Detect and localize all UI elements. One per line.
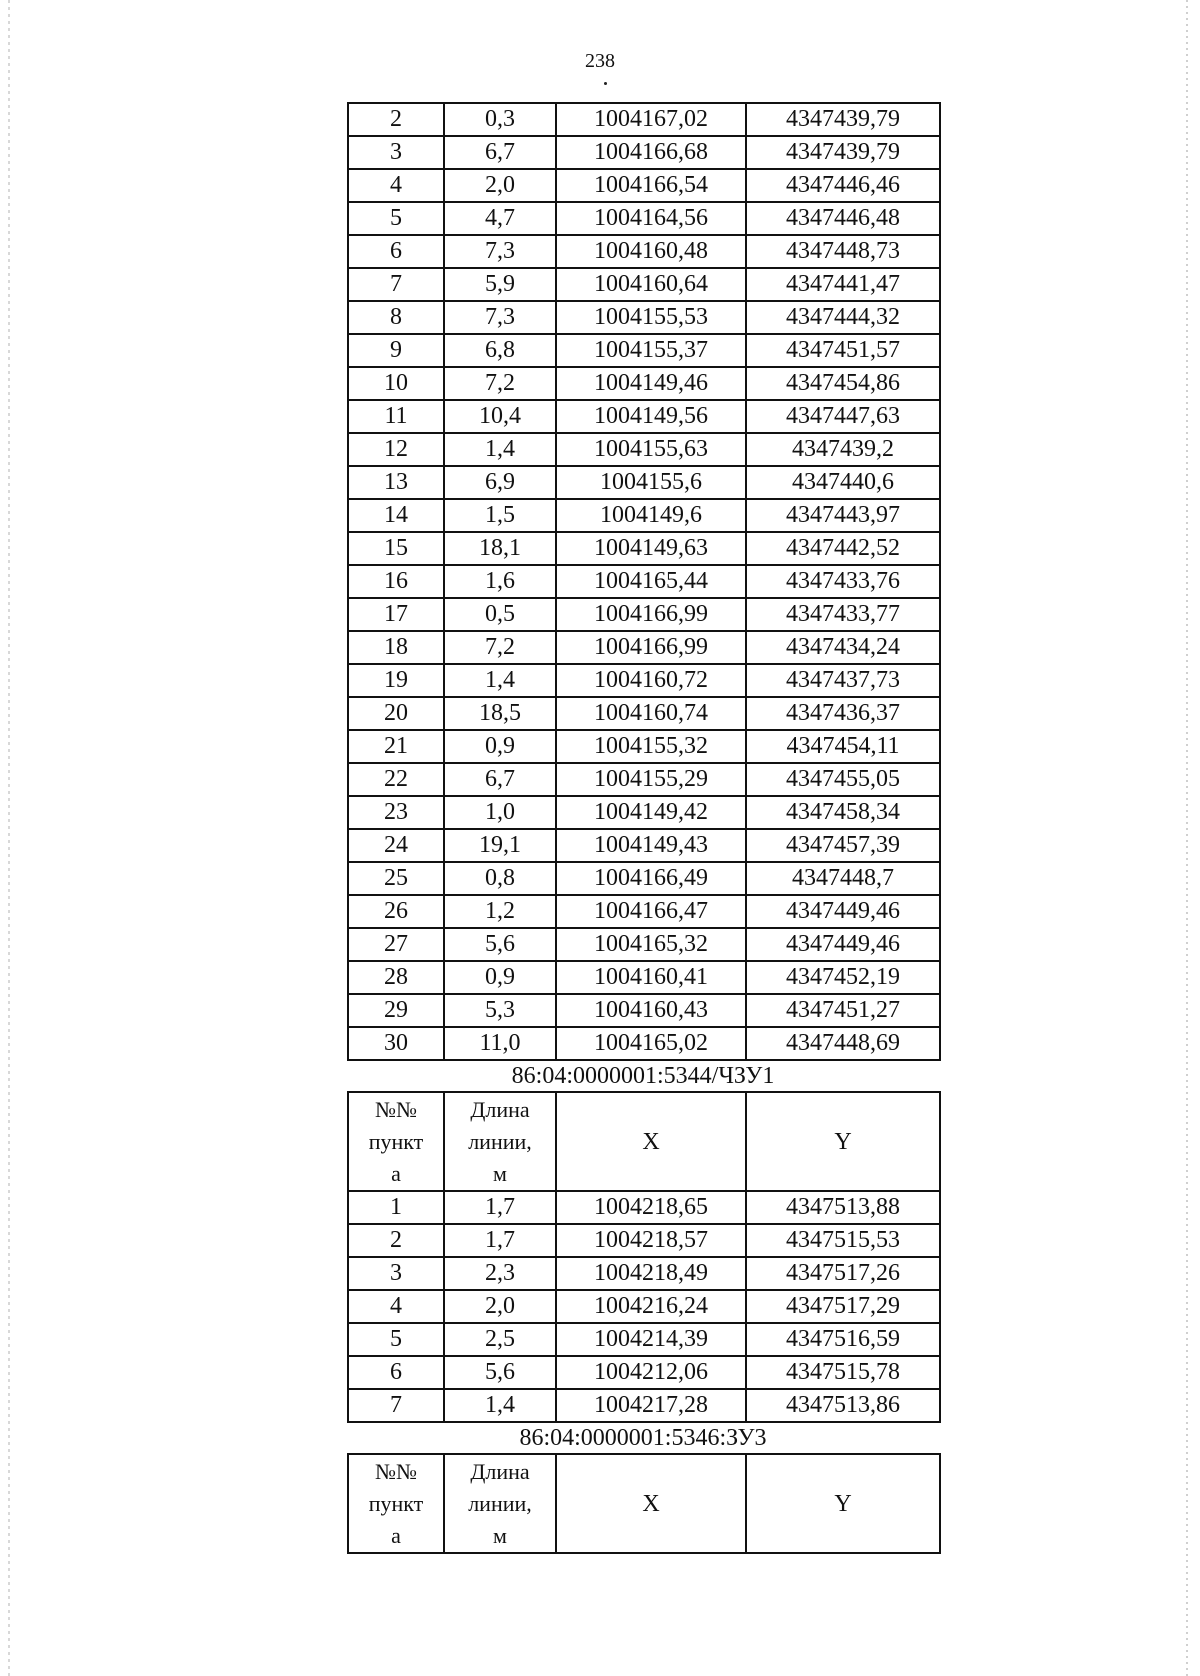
point-number-cell: 12 xyxy=(348,433,444,466)
point-number-cell: 19 xyxy=(348,664,444,697)
coordinates-table-1 xyxy=(347,102,941,1061)
y-coordinate-cell: 4347440,6 xyxy=(746,466,940,499)
x-coordinate-cell: 1004165,44 xyxy=(556,565,746,598)
x-coordinate-cell: 1004160,41 xyxy=(556,961,746,994)
point-number-cell: 9 xyxy=(348,334,444,367)
line-length-cell: 7,3 xyxy=(444,235,556,268)
x-coordinate-cell: 1004160,48 xyxy=(556,235,746,268)
x-coordinate-cell: 1004214,39 xyxy=(556,1323,746,1356)
x-coordinate-cell: 1004166,49 xyxy=(556,862,746,895)
section-title-zu3: 86:04:0000001:5346:ЗУ3 xyxy=(519,1425,767,1451)
line-length-cell: 6,8 xyxy=(444,334,556,367)
point-number-cell: 24 xyxy=(348,829,444,862)
table-row xyxy=(348,829,940,862)
x-coordinate-cell: 1004166,54 xyxy=(556,169,746,202)
table-row xyxy=(348,1224,940,1257)
point-number-cell: 6 xyxy=(348,235,444,268)
point-number-cell: 20 xyxy=(348,697,444,730)
table-row xyxy=(348,1389,940,1422)
point-number-cell: 17 xyxy=(348,598,444,631)
line-length-cell: 1,2 xyxy=(444,895,556,928)
point-number-cell: 18 xyxy=(348,631,444,664)
x-coordinate-cell: 1004218,49 xyxy=(556,1257,746,1290)
point-number-cell: 22 xyxy=(348,763,444,796)
y-coordinate-cell: 4347449,46 xyxy=(746,895,940,928)
point-number-cell: 25 xyxy=(348,862,444,895)
scan-edge-left xyxy=(8,0,10,1676)
x-coordinate-cell: 1004160,43 xyxy=(556,994,746,1027)
line-length-cell: 5,6 xyxy=(444,928,556,961)
line-length-cell: 6,9 xyxy=(444,466,556,499)
table-row xyxy=(348,1027,940,1060)
line-length-cell: 2,3 xyxy=(444,1257,556,1290)
table-row xyxy=(348,1191,940,1224)
line-length-cell: 0,8 xyxy=(444,862,556,895)
table-row xyxy=(348,895,940,928)
line-length-cell: 1,4 xyxy=(444,433,556,466)
table-row xyxy=(348,103,940,136)
table-row xyxy=(348,433,940,466)
table-row xyxy=(348,367,940,400)
x-coordinate-cell: 1004160,64 xyxy=(556,268,746,301)
table-row xyxy=(348,301,940,334)
line-length-cell: 1,6 xyxy=(444,565,556,598)
x-coordinate-cell: 1004149,42 xyxy=(556,796,746,829)
table-row xyxy=(348,532,940,565)
x-coordinate-cell: 1004218,65 xyxy=(556,1191,746,1224)
point-number-cell: 14 xyxy=(348,499,444,532)
table-row xyxy=(348,928,940,961)
point-number-cell: 28 xyxy=(348,961,444,994)
point-number-cell: 5 xyxy=(348,202,444,235)
y-coordinate-cell: 4347446,48 xyxy=(746,202,940,235)
table-row xyxy=(348,499,940,532)
x-coordinate-cell: 1004155,37 xyxy=(556,334,746,367)
line-length-cell: 1,5 xyxy=(444,499,556,532)
line-length-cell: 5,3 xyxy=(444,994,556,1027)
y-coordinate-cell: 4347517,29 xyxy=(746,1290,940,1323)
point-number-cell: 26 xyxy=(348,895,444,928)
section-title-chzu1: 86:04:0000001:5344/ЧЗУ1 xyxy=(511,1063,775,1089)
table-row xyxy=(348,796,940,829)
coordinates-table-chzu1 xyxy=(347,1091,941,1423)
x-coordinate-cell: 1004164,56 xyxy=(556,202,746,235)
coordinates-table-chzu1-body xyxy=(348,1191,940,1422)
header-line-length: Длина линии, м xyxy=(444,1454,556,1553)
x-coordinate-cell: 1004149,43 xyxy=(556,829,746,862)
header-y: Y xyxy=(746,1454,940,1553)
y-coordinate-cell: 4347439,79 xyxy=(746,136,940,169)
y-coordinate-cell: 4347515,78 xyxy=(746,1356,940,1389)
page-number: 238 xyxy=(585,50,615,72)
line-length-cell: 5,9 xyxy=(444,268,556,301)
point-number-cell: 6 xyxy=(348,1356,444,1389)
x-coordinate-cell: 1004149,46 xyxy=(556,367,746,400)
point-number-cell: 15 xyxy=(348,532,444,565)
y-coordinate-cell: 4347452,19 xyxy=(746,961,940,994)
y-coordinate-cell: 4347433,77 xyxy=(746,598,940,631)
line-length-cell: 0,9 xyxy=(444,961,556,994)
point-number-cell: 10 xyxy=(348,367,444,400)
y-coordinate-cell: 4347513,86 xyxy=(746,1389,940,1422)
table-row xyxy=(348,1323,940,1356)
table-row xyxy=(348,334,940,367)
line-length-cell: 18,1 xyxy=(444,532,556,565)
line-length-cell: 2,5 xyxy=(444,1323,556,1356)
y-coordinate-cell: 4347457,39 xyxy=(746,829,940,862)
table-row xyxy=(348,400,940,433)
x-coordinate-cell: 1004155,32 xyxy=(556,730,746,763)
line-length-cell: 5,6 xyxy=(444,1356,556,1389)
table-row xyxy=(348,961,940,994)
y-coordinate-cell: 4347454,11 xyxy=(746,730,940,763)
point-number-cell: 11 xyxy=(348,400,444,433)
y-coordinate-cell: 4347451,27 xyxy=(746,994,940,1027)
table-header-row xyxy=(348,1092,940,1191)
x-coordinate-cell: 1004149,63 xyxy=(556,532,746,565)
y-coordinate-cell: 4347439,79 xyxy=(746,103,940,136)
line-length-cell: 0,3 xyxy=(444,103,556,136)
x-coordinate-cell: 1004160,74 xyxy=(556,697,746,730)
x-coordinate-cell: 1004149,56 xyxy=(556,400,746,433)
table-row xyxy=(348,730,940,763)
table-row xyxy=(348,1257,940,1290)
x-coordinate-cell: 1004166,47 xyxy=(556,895,746,928)
point-number-cell: 7 xyxy=(348,1389,444,1422)
y-coordinate-cell: 4347436,37 xyxy=(746,697,940,730)
y-coordinate-cell: 4347515,53 xyxy=(746,1224,940,1257)
point-number-cell: 13 xyxy=(348,466,444,499)
x-coordinate-cell: 1004155,6 xyxy=(556,466,746,499)
y-coordinate-cell: 4347447,63 xyxy=(746,400,940,433)
x-coordinate-cell: 1004149,6 xyxy=(556,499,746,532)
header-point-number: №№ пункт а xyxy=(348,1092,444,1191)
line-length-cell: 11,0 xyxy=(444,1027,556,1060)
header-point-number: №№ пункт а xyxy=(348,1454,444,1553)
line-length-cell: 6,7 xyxy=(444,136,556,169)
y-coordinate-cell: 4347442,52 xyxy=(746,532,940,565)
y-coordinate-cell: 4347448,73 xyxy=(746,235,940,268)
table-row xyxy=(348,235,940,268)
y-coordinate-cell: 4347434,24 xyxy=(746,631,940,664)
table-row xyxy=(348,763,940,796)
line-length-cell: 1,4 xyxy=(444,664,556,697)
line-length-cell: 4,7 xyxy=(444,202,556,235)
x-coordinate-cell: 1004212,06 xyxy=(556,1356,746,1389)
point-number-cell: 1 xyxy=(348,1191,444,1224)
x-coordinate-cell: 1004166,68 xyxy=(556,136,746,169)
point-number-cell: 4 xyxy=(348,1290,444,1323)
line-length-cell: 7,2 xyxy=(444,367,556,400)
table-row xyxy=(348,1356,940,1389)
table-header-row xyxy=(348,1454,940,1553)
header-line-length: Длина линии, м xyxy=(444,1092,556,1191)
y-coordinate-cell: 4347451,57 xyxy=(746,334,940,367)
y-coordinate-cell: 4347516,59 xyxy=(746,1323,940,1356)
table-row xyxy=(348,136,940,169)
table-row xyxy=(348,994,940,1027)
table-row xyxy=(348,466,940,499)
header-x: X xyxy=(556,1092,746,1191)
y-coordinate-cell: 4347455,05 xyxy=(746,763,940,796)
table-row xyxy=(348,862,940,895)
y-coordinate-cell: 4347444,32 xyxy=(746,301,940,334)
y-coordinate-cell: 4347454,86 xyxy=(746,367,940,400)
x-coordinate-cell: 1004218,57 xyxy=(556,1224,746,1257)
point-number-cell: 29 xyxy=(348,994,444,1027)
table-row xyxy=(348,697,940,730)
line-length-cell: 1,7 xyxy=(444,1224,556,1257)
line-length-cell: 6,7 xyxy=(444,763,556,796)
x-coordinate-cell: 1004166,99 xyxy=(556,631,746,664)
x-coordinate-cell: 1004165,02 xyxy=(556,1027,746,1060)
x-coordinate-cell: 1004155,63 xyxy=(556,433,746,466)
y-coordinate-cell: 4347443,97 xyxy=(746,499,940,532)
line-length-cell: 2,0 xyxy=(444,1290,556,1323)
point-number-cell: 8 xyxy=(348,301,444,334)
table-row xyxy=(348,169,940,202)
point-number-cell: 7 xyxy=(348,268,444,301)
x-coordinate-cell: 1004166,99 xyxy=(556,598,746,631)
table-row xyxy=(348,565,940,598)
y-coordinate-cell: 4347446,46 xyxy=(746,169,940,202)
point-number-cell: 2 xyxy=(348,1224,444,1257)
y-coordinate-cell: 4347437,73 xyxy=(746,664,940,697)
scan-speck xyxy=(604,82,607,85)
point-number-cell: 21 xyxy=(348,730,444,763)
coordinates-table-zu3 xyxy=(347,1453,941,1554)
line-length-cell: 1,0 xyxy=(444,796,556,829)
y-coordinate-cell: 4347513,88 xyxy=(746,1191,940,1224)
header-y: Y xyxy=(746,1092,940,1191)
line-length-cell: 1,7 xyxy=(444,1191,556,1224)
x-coordinate-cell: 1004217,28 xyxy=(556,1389,746,1422)
y-coordinate-cell: 4347448,69 xyxy=(746,1027,940,1060)
line-length-cell: 18,5 xyxy=(444,697,556,730)
point-number-cell: 3 xyxy=(348,136,444,169)
y-coordinate-cell: 4347439,2 xyxy=(746,433,940,466)
line-length-cell: 0,9 xyxy=(444,730,556,763)
line-length-cell: 7,2 xyxy=(444,631,556,664)
y-coordinate-cell: 4347449,46 xyxy=(746,928,940,961)
line-length-cell: 2,0 xyxy=(444,169,556,202)
table-row xyxy=(348,631,940,664)
point-number-cell: 30 xyxy=(348,1027,444,1060)
document-content xyxy=(347,102,939,1554)
y-coordinate-cell: 4347458,34 xyxy=(746,796,940,829)
point-number-cell: 5 xyxy=(348,1323,444,1356)
line-length-cell: 10,4 xyxy=(444,400,556,433)
table-row xyxy=(348,598,940,631)
scan-edge-right xyxy=(1186,0,1188,1676)
x-coordinate-cell: 1004155,29 xyxy=(556,763,746,796)
line-length-cell: 0,5 xyxy=(444,598,556,631)
y-coordinate-cell: 4347433,76 xyxy=(746,565,940,598)
table-row xyxy=(348,1290,940,1323)
point-number-cell: 27 xyxy=(348,928,444,961)
point-number-cell: 4 xyxy=(348,169,444,202)
table-row xyxy=(348,202,940,235)
y-coordinate-cell: 4347517,26 xyxy=(746,1257,940,1290)
point-number-cell: 3 xyxy=(348,1257,444,1290)
header-x: X xyxy=(556,1454,746,1553)
y-coordinate-cell: 4347448,7 xyxy=(746,862,940,895)
point-number-cell: 23 xyxy=(348,796,444,829)
point-number-cell: 2 xyxy=(348,103,444,136)
y-coordinate-cell: 4347441,47 xyxy=(746,268,940,301)
x-coordinate-cell: 1004165,32 xyxy=(556,928,746,961)
coordinates-table-1-body xyxy=(348,103,940,1060)
x-coordinate-cell: 1004216,24 xyxy=(556,1290,746,1323)
line-length-cell: 19,1 xyxy=(444,829,556,862)
x-coordinate-cell: 1004167,02 xyxy=(556,103,746,136)
x-coordinate-cell: 1004160,72 xyxy=(556,664,746,697)
x-coordinate-cell: 1004155,53 xyxy=(556,301,746,334)
line-length-cell: 1,4 xyxy=(444,1389,556,1422)
table-row xyxy=(348,664,940,697)
line-length-cell: 7,3 xyxy=(444,301,556,334)
table-row xyxy=(348,268,940,301)
point-number-cell: 16 xyxy=(348,565,444,598)
